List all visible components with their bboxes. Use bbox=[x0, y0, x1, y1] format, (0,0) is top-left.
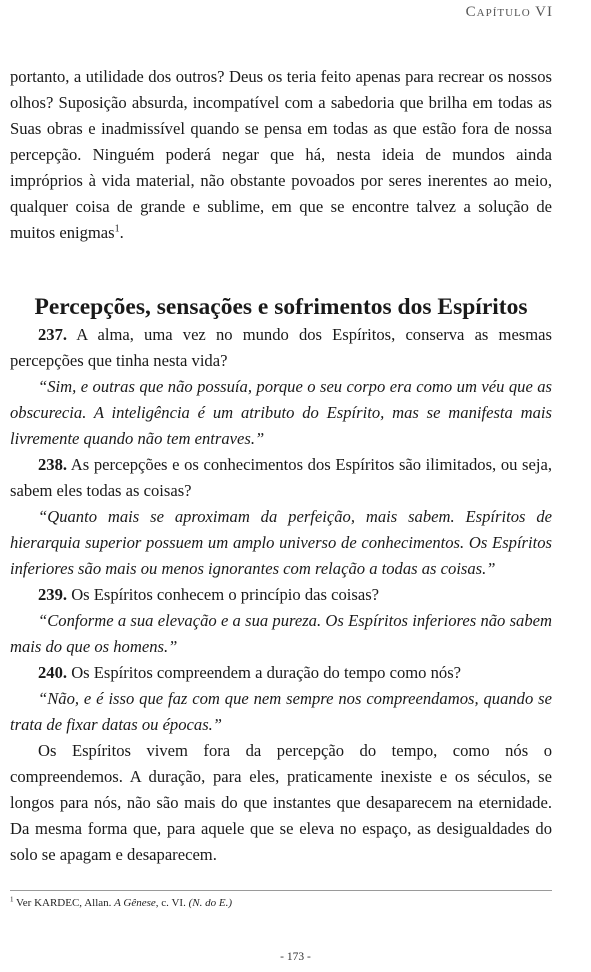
footnote-mark: 1 bbox=[10, 895, 14, 904]
section-title: Percepções, sensações e sofrimentos dos Espíritos bbox=[34, 294, 528, 320]
footnote-text-after: , c. VI. bbox=[155, 897, 189, 909]
question-text: Os Espíritos conhecem o princípio das coisas? bbox=[67, 585, 380, 604]
intro-text: portanto, a utilidade dos outros? Deus os teria feito apenas para recrear os nossos olhos? Suposição absurda, incompatível com a sabedoria que brilha em todas as Suas obras e inadmissível quando se pensa em todas as que estão fora de nossa percepção. Ninguém poderá negar que há, nesta ideia de mundos ainda impróprios à vida material, não obstante povoados por seres inerentes ao meio, qualquer coisa de grande e sublime, em que se encontre talvez a solução de muitos enigmas bbox=[10, 67, 552, 242]
footnote-text-before: Ver KARDEC, Allan. bbox=[13, 897, 115, 909]
question-number: 239. bbox=[38, 585, 68, 604]
question-240 bbox=[10, 660, 552, 686]
question-238 bbox=[10, 452, 552, 504]
intro-end: . bbox=[119, 223, 124, 242]
answer-238: “Quanto mais se aproximam da perfeição, mais sabem. Espíritos de hierarquia superior possuem um amplo universo de conhecimentos. Os Espíritos inferiores são mais ou menos ignorantes com relação a todas as coisas.” bbox=[10, 507, 552, 578]
answer-237: “Sim, e outras que não possuía, porque o seu corpo era como um véu que as obscurecia. A inteligência é um atributo do Espírito, mas se manifesta mais livremente quando não tem entraves.” bbox=[10, 377, 552, 448]
intro-paragraph bbox=[10, 64, 552, 246]
closing-paragraph: Os Espíritos vivem fora da percepção do tempo, como nós o compreendemos. A duração, para eles, praticamente inexiste e os séculos, se longos para nós, não são mais do que instantes que desaparecem na eternidade. Da mesma forma que, para aquele que se eleva no espaço, as desigualdades do solo se apagam e desaparecem. bbox=[10, 741, 552, 864]
question-number: 238. bbox=[38, 455, 68, 474]
question-number: 240. bbox=[38, 663, 68, 682]
question-text: A alma, uma vez no mundo dos Espíritos, conserva as mesmas percepções que tinha nesta vida? bbox=[10, 325, 552, 370]
question-number: 237. bbox=[38, 325, 68, 344]
question-text: As percepções e os conhecimentos dos Espíritos são ilimitados, ou seja, sabem eles todas as coisas? bbox=[10, 455, 552, 500]
answer-239: “Conforme a sua elevação e a sua pureza. Os Espíritos inferiores não sabem mais do que os homens.” bbox=[10, 611, 552, 656]
page-number: - 173 - bbox=[280, 951, 311, 963]
footnote-ref[interactable]: 1 bbox=[114, 223, 120, 235]
footnote bbox=[10, 896, 232, 910]
footnote-divider bbox=[10, 890, 552, 891]
question-237 bbox=[10, 322, 552, 374]
running-head: Capítulo VI bbox=[465, 4, 553, 20]
footnote-book-title: A Gênese bbox=[114, 897, 156, 909]
footnote-editor-note: (N. do E.) bbox=[188, 897, 232, 909]
answer-240: “Não, e é isso que faz com que nem sempre nos compreendamos, quando se trata de fixar datas ou épocas.” bbox=[10, 689, 552, 734]
page-body bbox=[10, 64, 552, 868]
question-239 bbox=[10, 582, 552, 608]
question-text: Os Espíritos compreendem a duração do tempo como nós? bbox=[67, 663, 462, 682]
